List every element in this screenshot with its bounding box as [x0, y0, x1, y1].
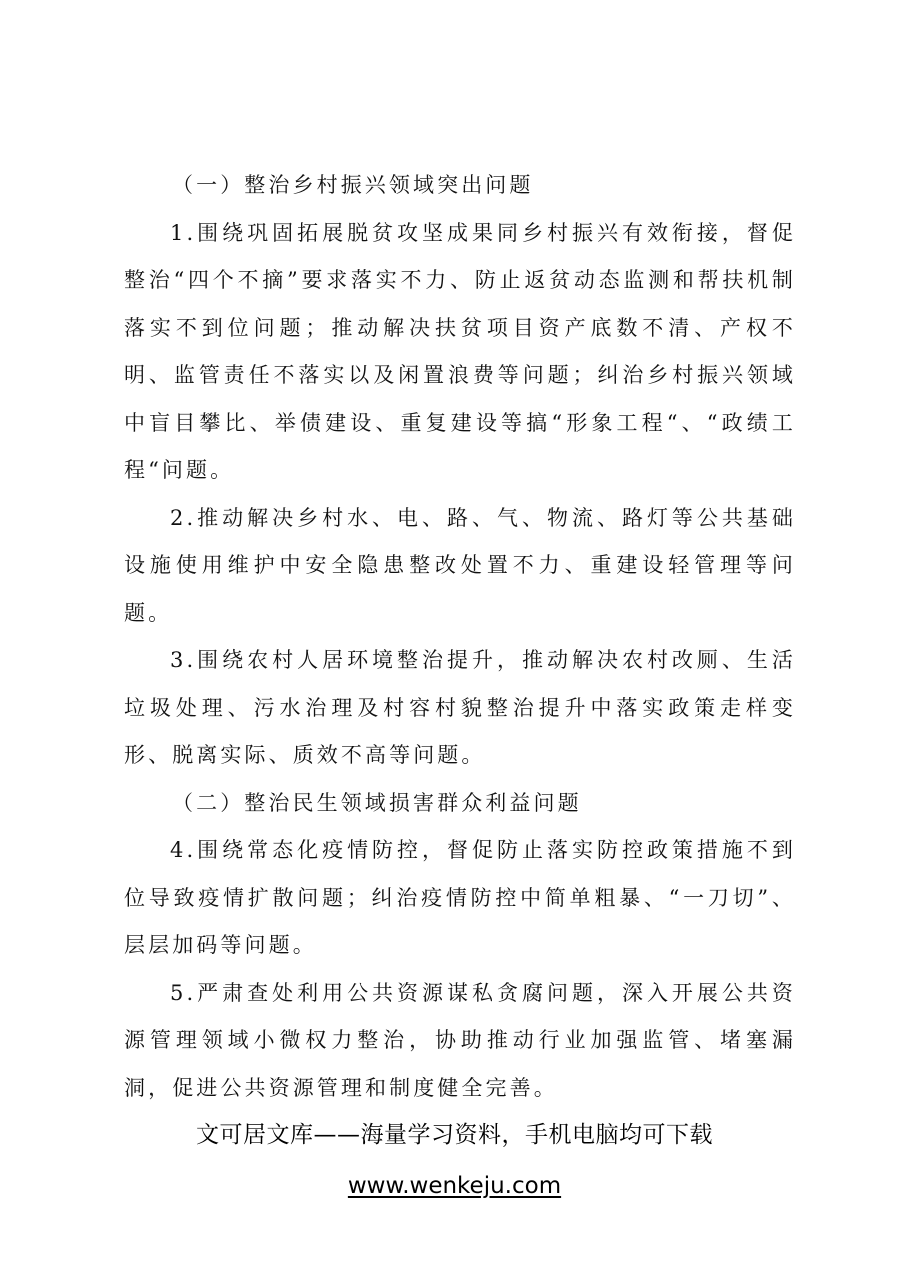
paragraph-item-4: 4.围绕常态化疫情防控，督促防止落实防控政策措施不到位导致疫情扩散问题；纠治疫情防控中简单粗暴、“一刀切”、层层加码等问题。 [124, 838, 796, 957]
paragraph-item-1: 1.围绕巩固拓展脱贫攻坚成果同乡村振兴有效衔接，督促整治“四个不摘”要求落实不力、防止返贫动态监测和帮扶机制落实不到位问题；推动解决扶贫项目资产底数不清、产权不明、监管责任不落实以及闲置浪费等问题；纠治乡村振兴领域中盲目攀比、举债建设、重复建设等搞“形象工程“、“政绩工程“问题。 [124, 220, 796, 482]
section-heading: （一）整治乡村振兴领域突出问题 [172, 173, 534, 197]
document-body [124, 162, 796, 1112]
section-heading: （二）整治民生领域损害群众利益问题 [172, 790, 582, 815]
footer-tagline: 文可居文库——海量学习资料，手机电脑均可下载 [196, 1122, 713, 1148]
paragraph-item-3: 3.围绕农村人居环境整治提升，推动解决农村改厕、生活垃圾处理、污水治理及村容村貌整治提升中落实政策走样变形、脱离实际、质效不高等问题。 [124, 648, 796, 767]
footer-url-link[interactable]: www.wenkeju.com [347, 1173, 562, 1199]
paragraph-item-2: 2.推动解决乡村水、电、路、气、物流、路灯等公共基础设施使用维护中安全隐患整改处置不力、重建设轻管理等问题。 [124, 505, 796, 625]
paragraph-item-5: 5.严肃查处利用公共资源谋私贪腐问题，深入开展公共资源管理领域小微权力整治，协助推动行业加强监管、堵塞漏洞，促进公共资源管理和制度健全完善。 [124, 980, 796, 1100]
